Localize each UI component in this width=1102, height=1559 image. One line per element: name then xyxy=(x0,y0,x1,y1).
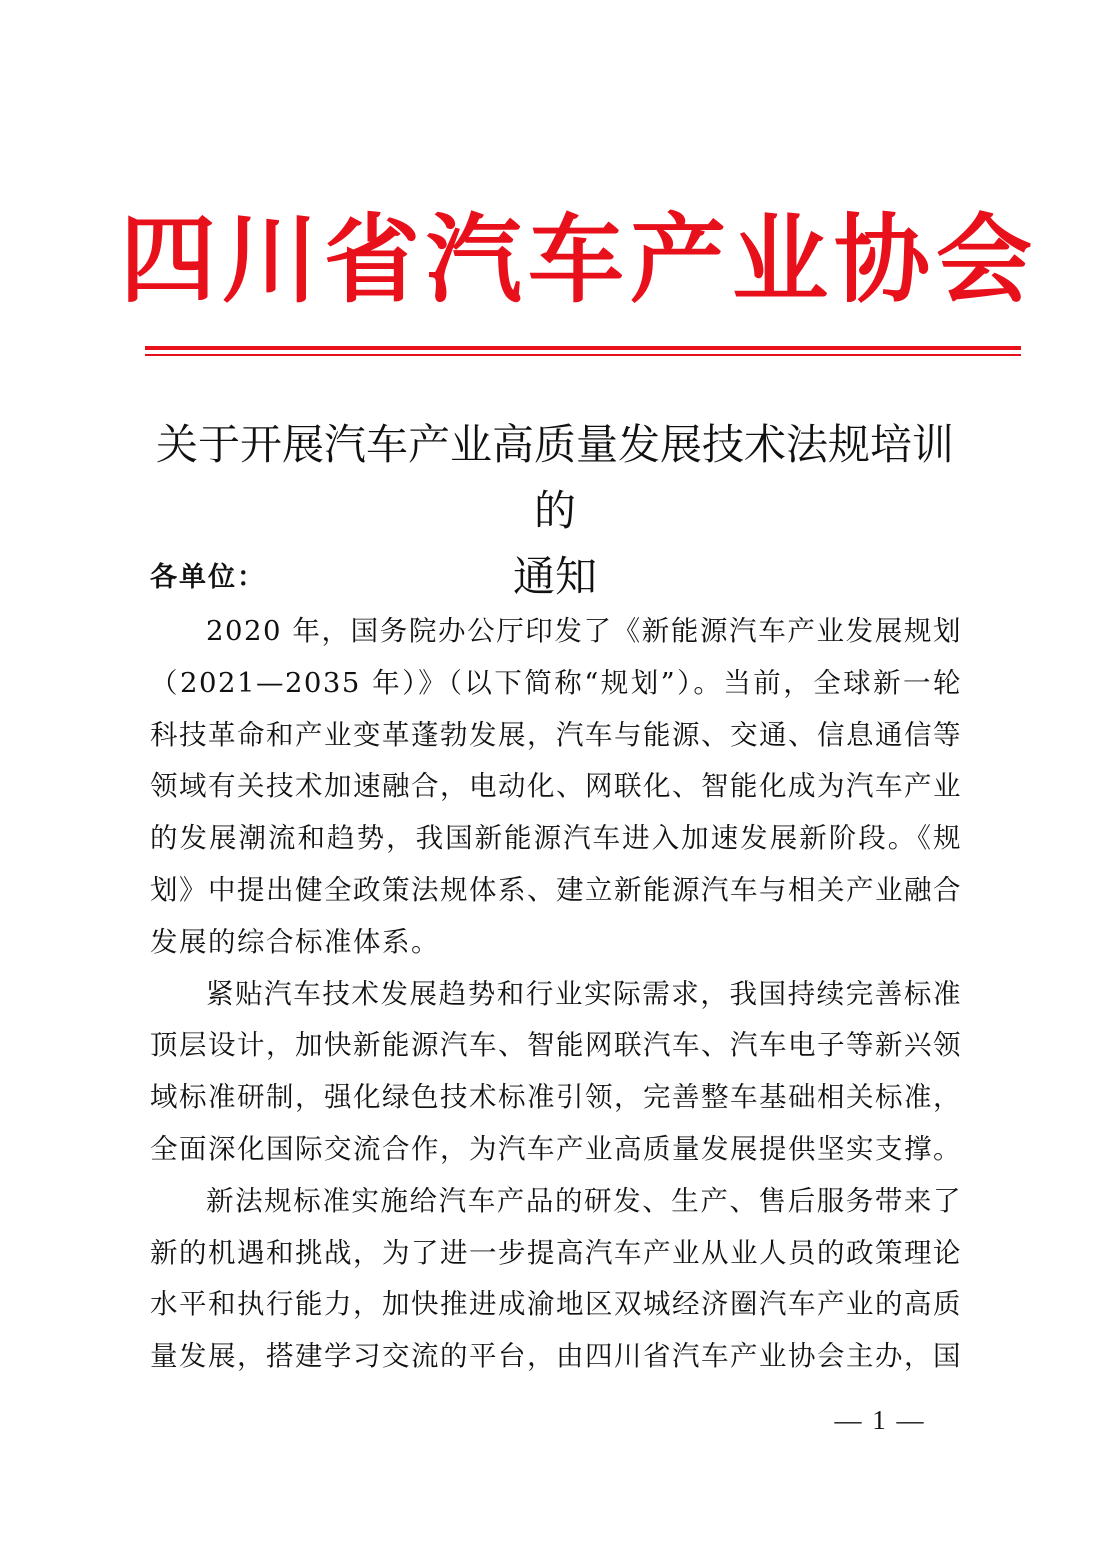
document-title-line-2: 通知 xyxy=(512,552,597,601)
body-paragraph: 紧贴汽车技术发展趋势和行业实际需求，我国持续完善标准顶层设计，加快新能源汽车、智能网联汽车、汽车电子等新兴领域标准研制，强化绿色技术标准引领，完善整车基础相关标准，全面深化国际交流合作，为汽车产业高质量发展提供坚实支撑。 xyxy=(150,977,962,1165)
document-body xyxy=(150,606,962,1383)
body-paragraph: 2020 年，国务院办公厅印发了《新能源汽车产业发展规划（2021—2035 年）》（以下简称“规划”）。当前，全球新一轮科技革命和产业变革蓬勃发展，汽车与能源、交通、信息通信等领域有关技术加速融合，电动化、网联化、智能化成为汽车产业的发展潮流和趋势，我国新能源汽车进入加速发展新阶段。《规划》中提出健全政策法规体系、建立新能源汽车与相关产业融合发展的综合标准体系。 xyxy=(150,615,962,958)
letterhead-org-name: 四川省汽车产业协会 xyxy=(120,204,1038,316)
document-title-line-1: 关于开展汽车产业高质量发展技术法规培训的 xyxy=(155,420,954,535)
letterhead-rule-thin xyxy=(145,354,1021,356)
salutation: 各单位： xyxy=(150,562,266,593)
letterhead-rule-thick xyxy=(145,346,1021,350)
page-number: — 1 — xyxy=(834,1405,926,1435)
body-paragraph: 新法规标准实施给汽车产品的研发、生产、售后服务带来了新的机遇和挑战，为了进一步提高汽车产业从业人员的政策理论水平和执行能力，加快推进成渝地区双城经济圈汽车产业的高质量发展，搭建学习交流的平台，由四川省汽车产业协会主办，国 xyxy=(150,1184,962,1373)
